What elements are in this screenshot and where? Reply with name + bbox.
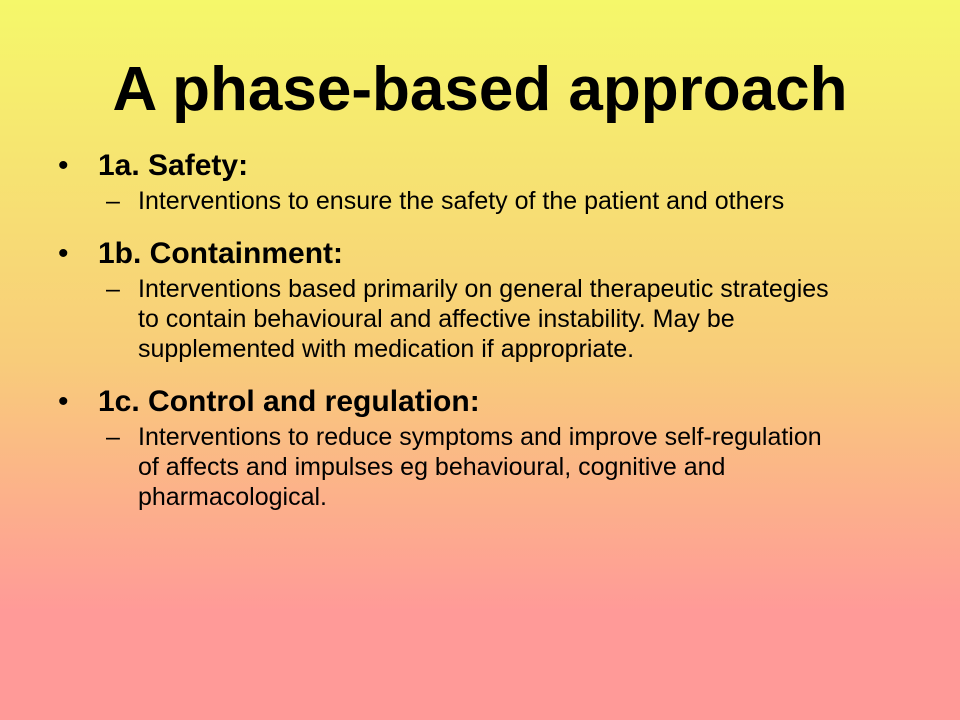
bullet-heading-text: 1c. Control and regulation: [98, 385, 480, 418]
bullet-heading [58, 384, 918, 422]
sub-bullet [58, 422, 838, 512]
sub-bullet [58, 186, 838, 216]
sub-bullet [58, 274, 838, 364]
bullet-icon: • [58, 149, 69, 182]
list-item-containment [58, 236, 918, 364]
bullet-heading [58, 236, 918, 274]
list-item-control-regulation [58, 384, 918, 512]
sub-bullet-text: Interventions to reduce symptoms and improve self-regulation of affects and impulses eg behavioural, cognitive and pharmacological. [138, 423, 822, 511]
slide-title: A phase-based approach [112, 55, 848, 124]
dash-icon: – [106, 423, 120, 451]
sub-bullet-text: Interventions based primarily on general therapeutic strategies to contain behavioural and affective instability. May be supplemented with medication if appropriate. [138, 275, 829, 363]
bullet-heading [58, 148, 918, 186]
bullet-list [58, 148, 918, 526]
bullet-icon: • [58, 237, 69, 270]
bullet-heading-text: 1b. Containment: [98, 237, 343, 270]
dash-icon: – [106, 187, 120, 215]
sub-bullet-text: Interventions to ensure the safety of the patient and others [138, 187, 785, 215]
list-item-safety [58, 148, 918, 216]
bullet-icon: • [58, 385, 69, 418]
bullet-heading-text: 1a. Safety: [98, 149, 249, 182]
dash-icon: – [106, 275, 120, 303]
